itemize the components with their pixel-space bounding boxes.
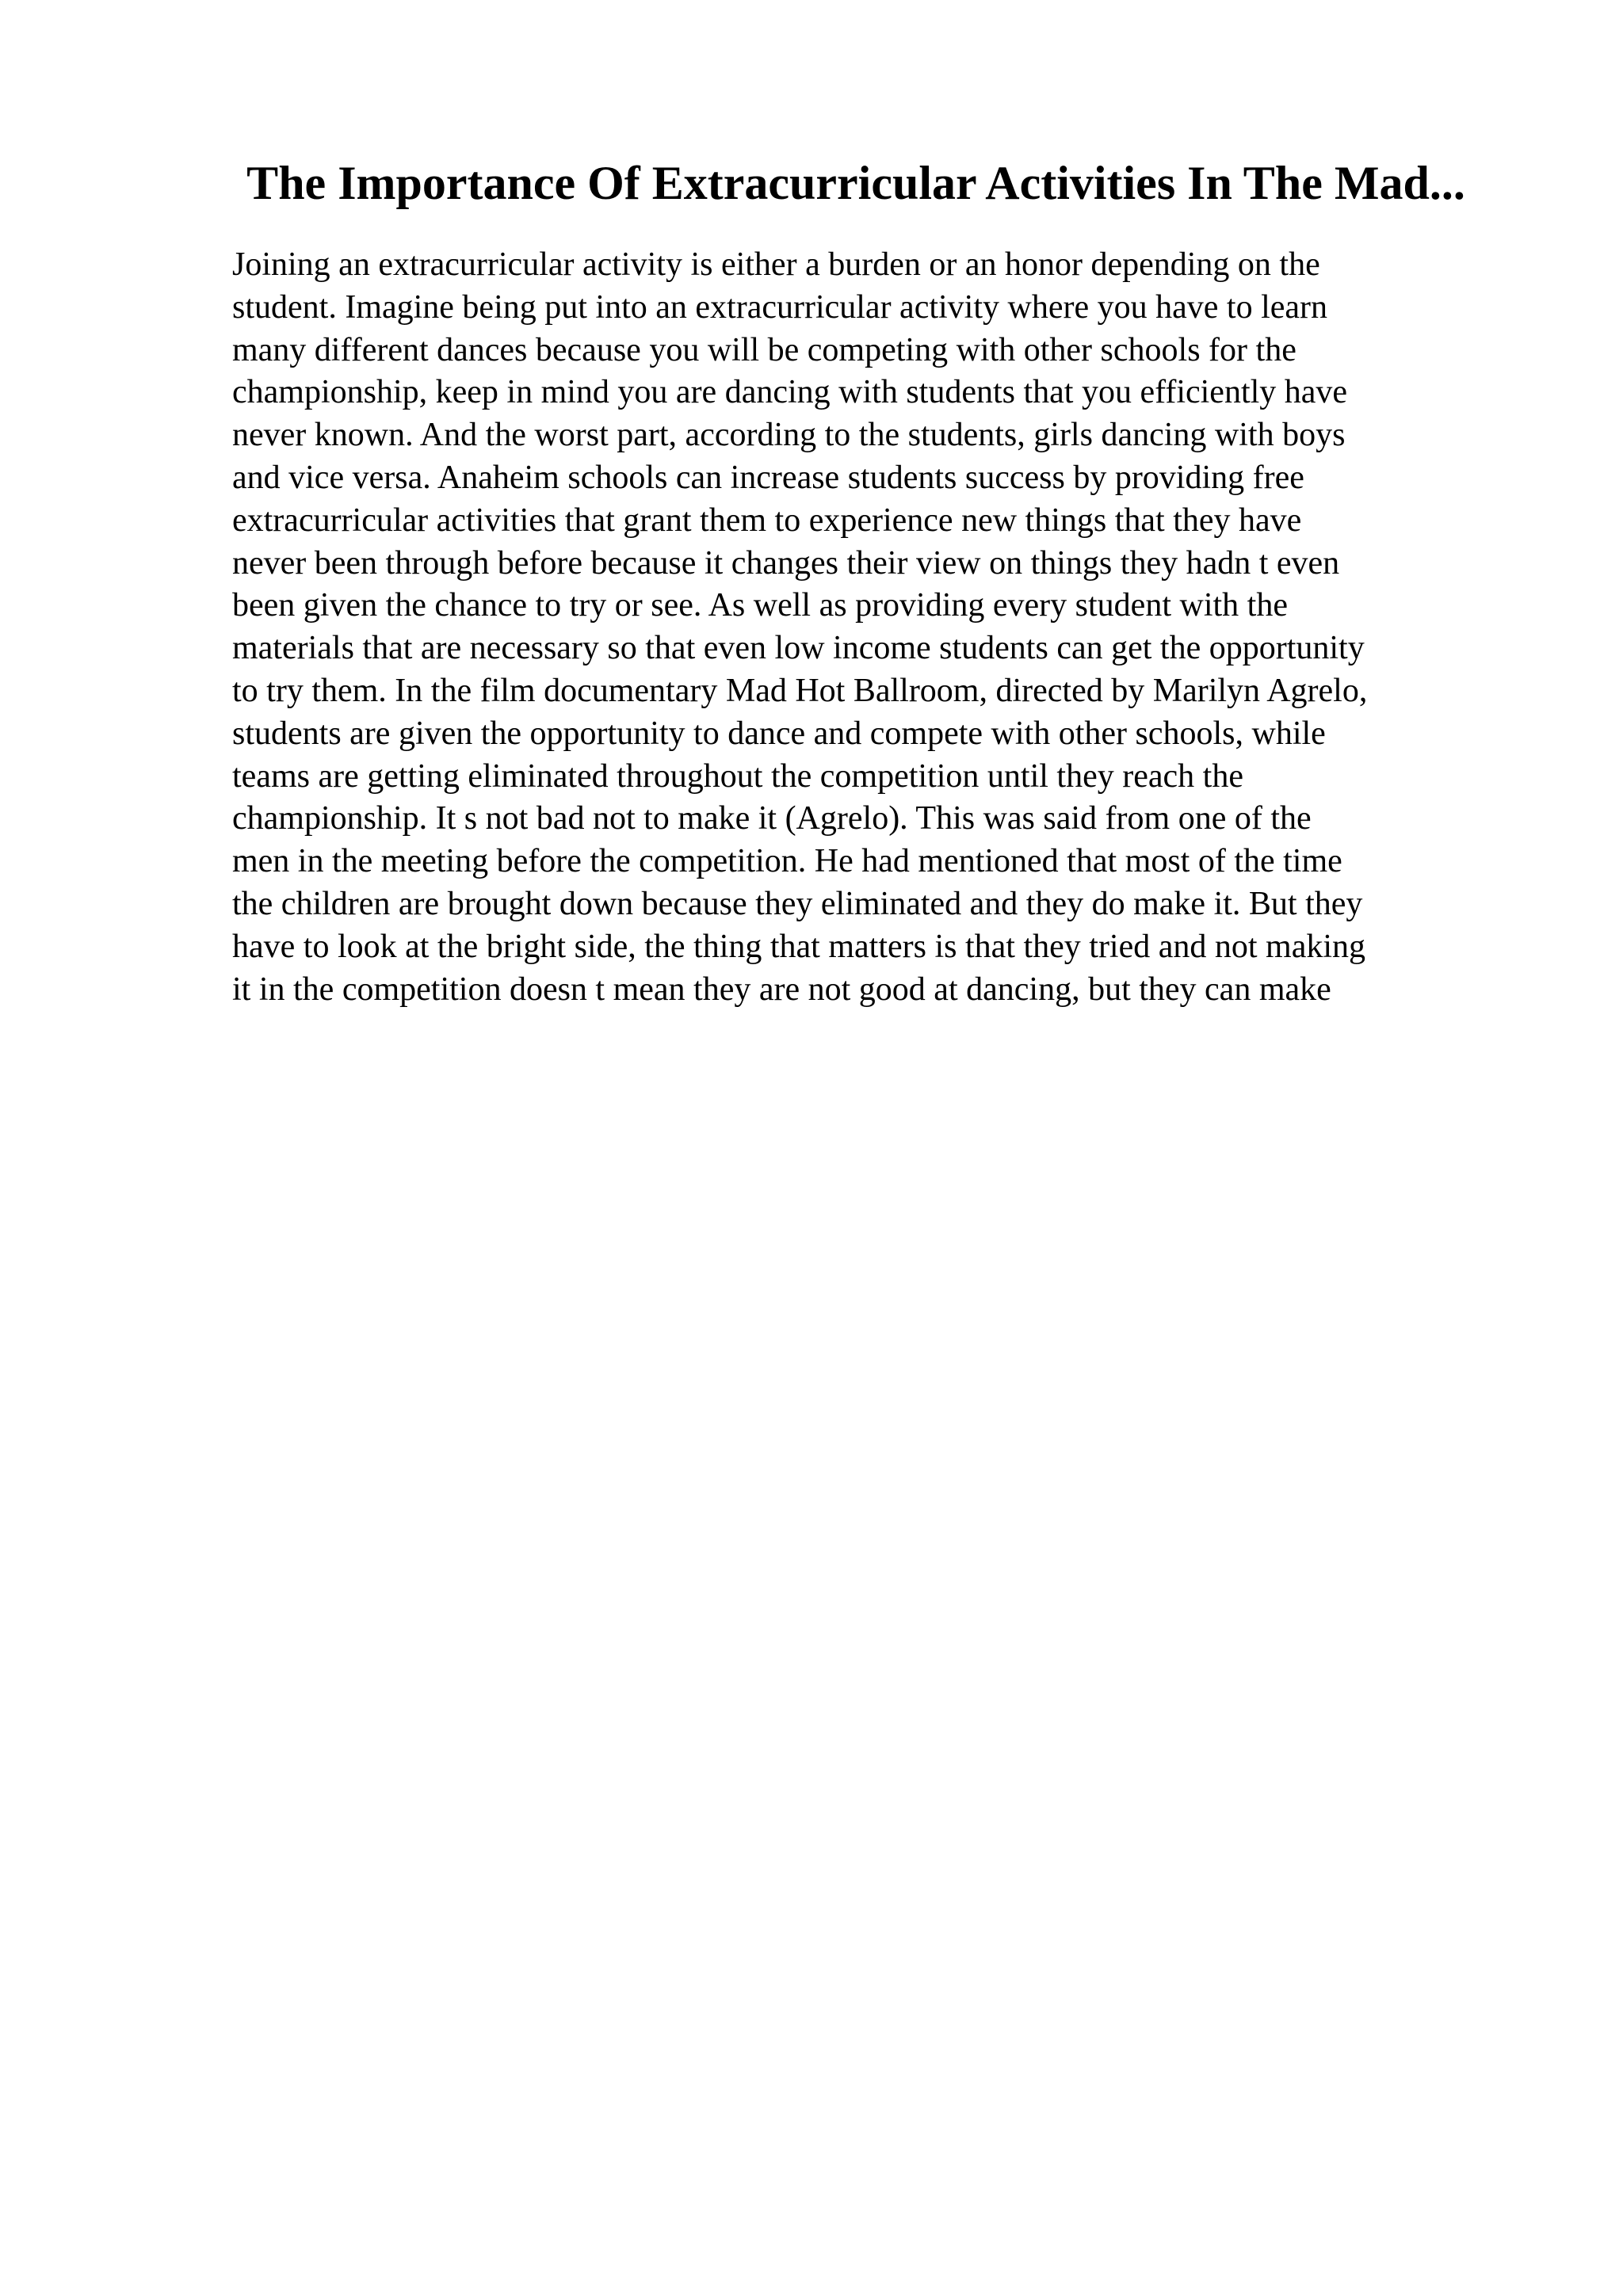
body-line: never known. And the worst part, according to the students, girls dancing with boys [232,417,1346,454]
body-line: men in the meeting before the competition. He had mentioned that most of the time [232,843,1342,880]
body-line: and vice versa. Anaheim schools can increase students success by providing free [232,459,1304,496]
body-line: extracurricular activities that grant them to experience new things that they have [232,502,1302,539]
body-line: materials that are necessary so that even low income students can get the opportunity [232,630,1365,667]
body-line: students are given the opportunity to dance and compete with other schools, while [232,715,1326,752]
body-line: many different dances because you will be competing with other schools for the [232,331,1296,368]
body-line: student. Imagine being put into an extracurricular activity where you have to learn [232,288,1328,326]
document-title: The Importance Of Extracurricular Activities In The Mad... [246,157,1465,209]
body-line: championship, keep in mind you are dancing with students that you efficiently have [232,374,1348,411]
body-line: the children are brought down because they eliminated and they do make it. But they [232,885,1363,922]
document-body [232,244,1516,1011]
body-line: it in the competition doesn t mean they are not good at dancing, but they can make [232,971,1331,1008]
body-line: Joining an extracurricular activity is either a burden or an honor depending on the [232,246,1320,283]
body-line: teams are getting eliminated throughout the competition until they reach the [232,757,1243,795]
body-line: have to look at the bright side, the thing that matters is that they tried and not making [232,928,1366,965]
body-line: never been through before because it changes their view on things they hadn t even [232,544,1340,582]
body-line: been given the chance to try or see. As well as providing every student with the [232,587,1288,624]
body-line: to try them. In the film documentary Mad Hot Ballroom, directed by Marilyn Agrelo, [232,672,1368,709]
body-line: championship. It s not bad not to make it (Agrelo). This was said from one of the [232,800,1312,837]
